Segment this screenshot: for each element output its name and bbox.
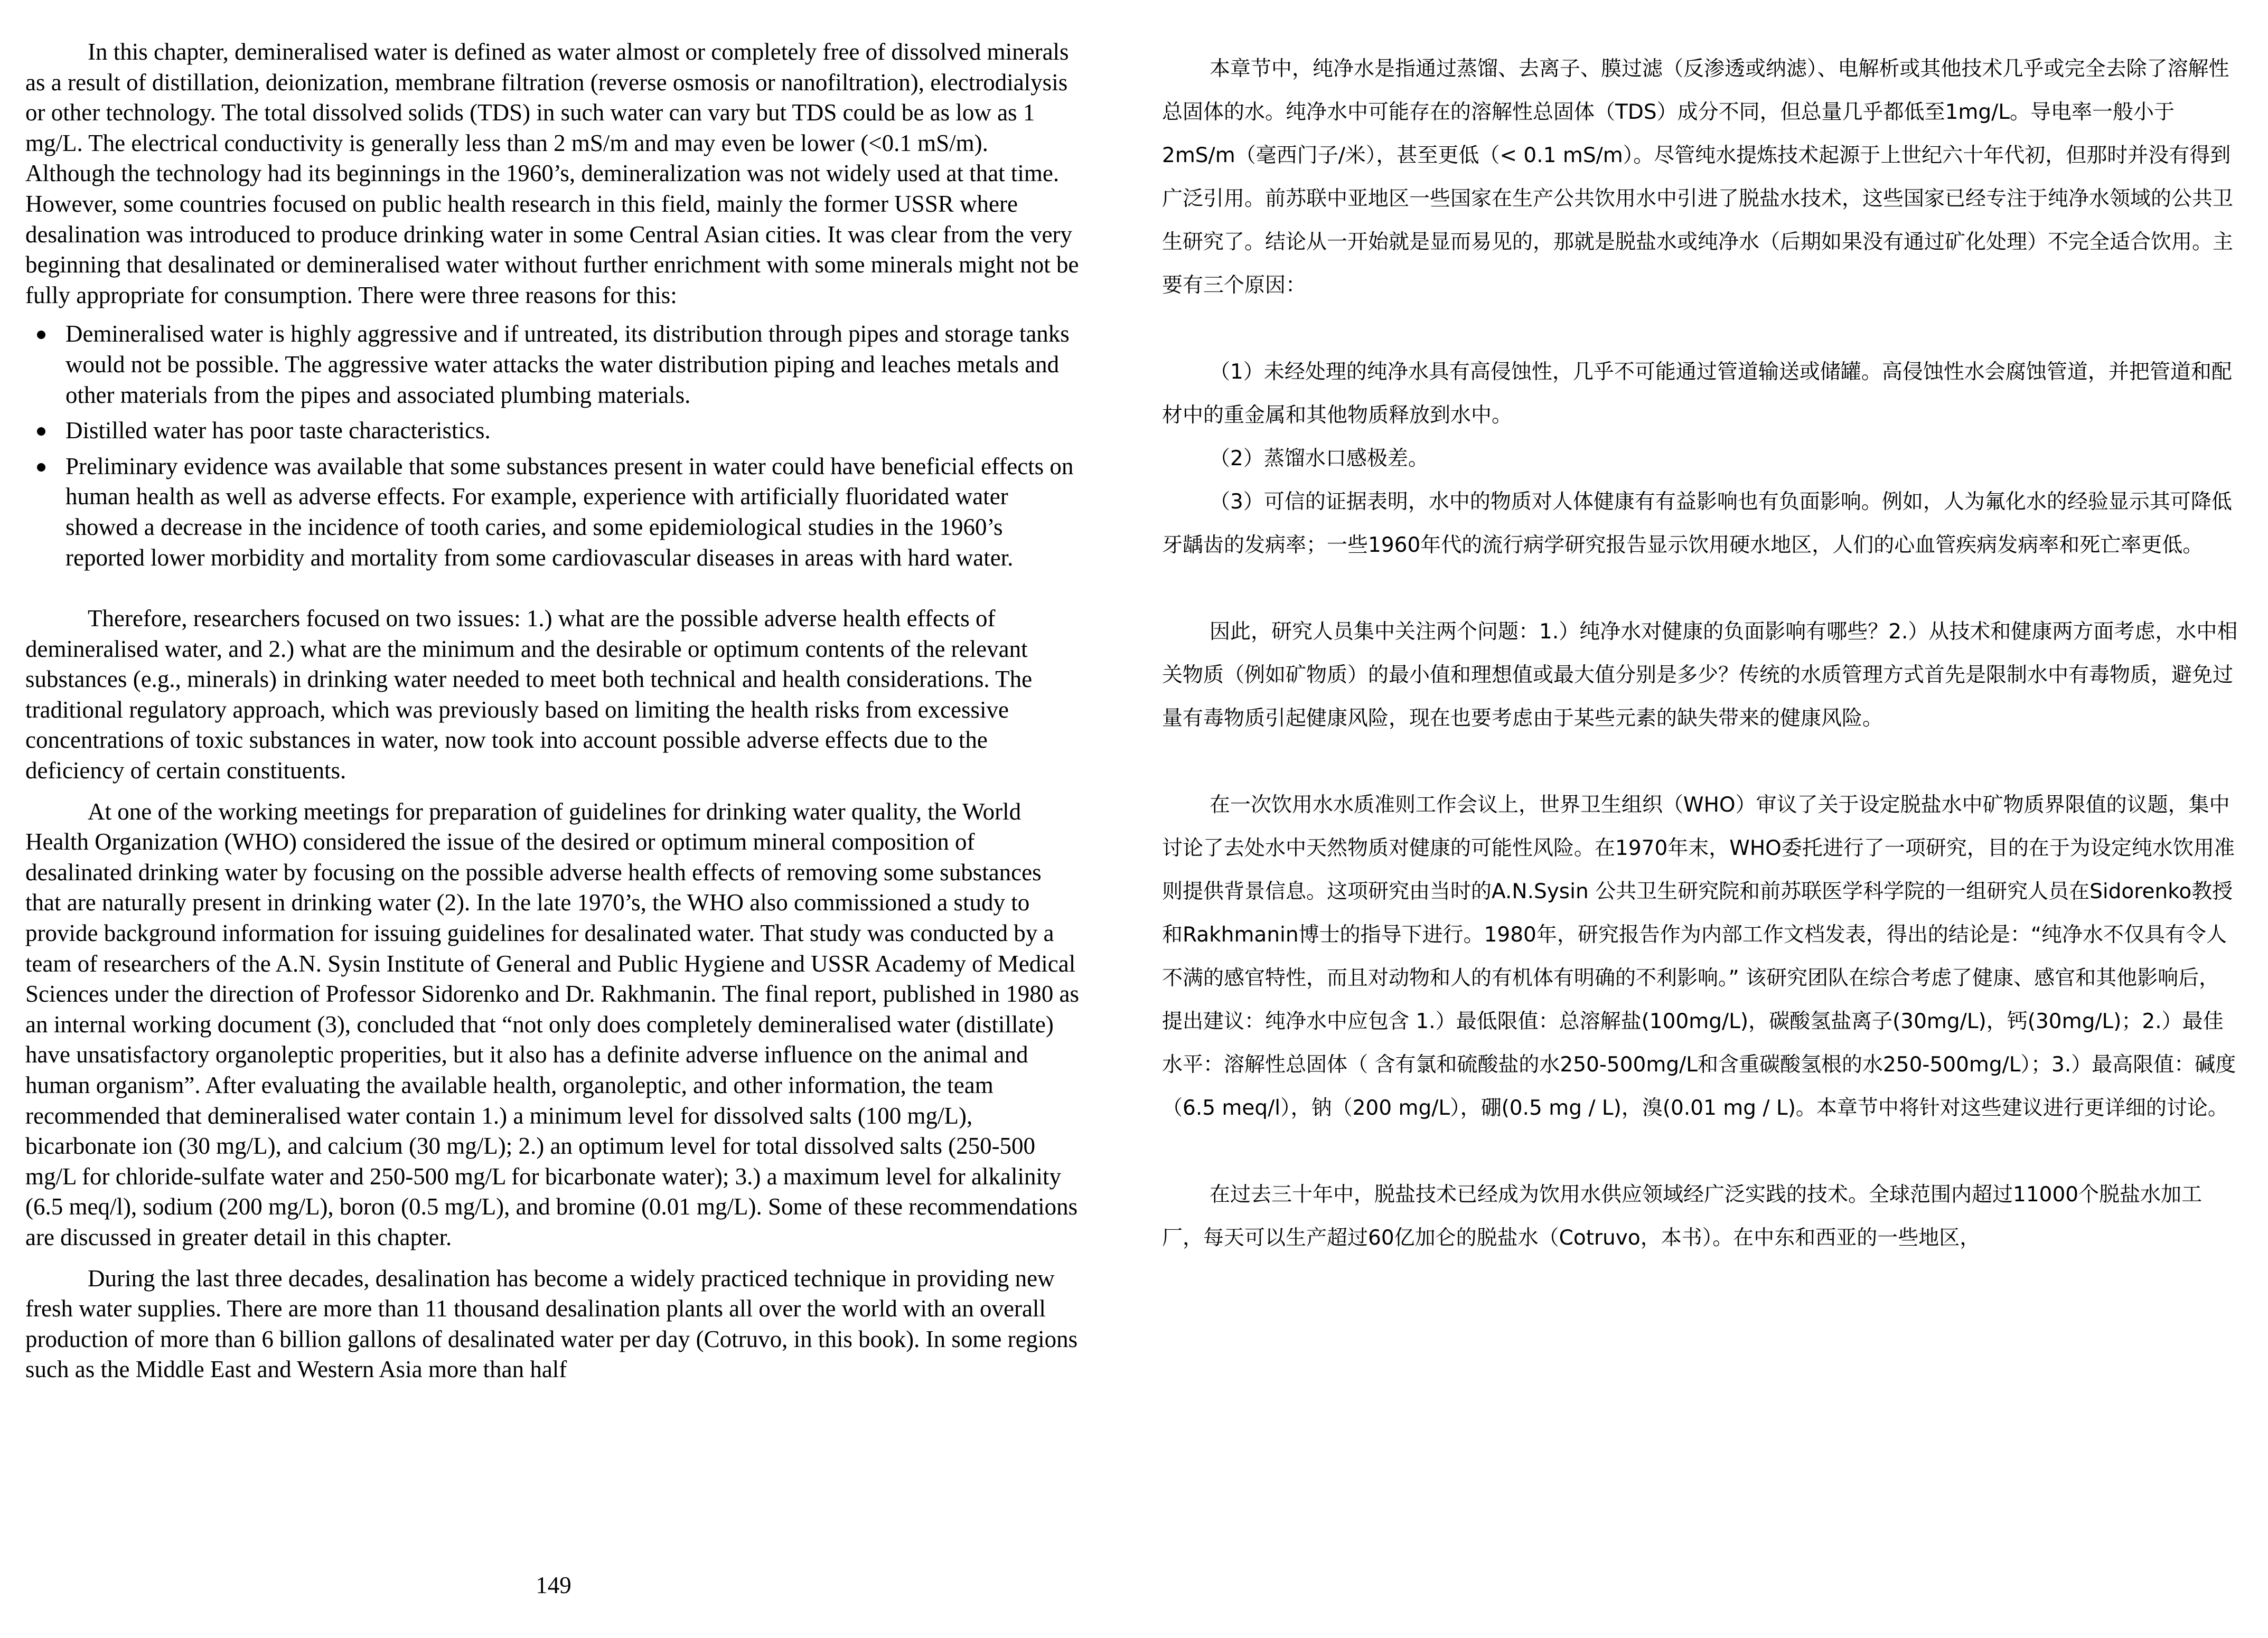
bullet-dot-icon [37,463,45,472]
chinese-paragraph-3: 在一次饮用水水质准则工作会议上，世界卫生组织（WHO）审议了关于设定脱盐水中矿物质界限值的议题，集中讨论了去处水中天然物质对健康的可能性风险。在1970年末，WHO委托进行了一项研究，目的在于为设定纯水饮用准则提供背景信息。这项研究由当时的A.N.Sysin 公共卫生研究院和前苏联医学科学院的一组研究人员在Sidorenko教授和Rakhmanin博士的指导下进行。1980年，研究报告作为内部工作文档发表，得出的结论是：“纯净水不仅具有令人不满的感官特性，而且对动物和人的有机体有明确的不利影响。” 该研究团队在综合考虑了健康、感官和其他影响后，提出建议：纯净水中应包含 1.）最低限值：总溶解盐(100mg/L)，碳酸氢盐离子(30mg/L)，钙(30mg/L)；2.）最佳水平：溶解性总固体（ 含有氯和硫酸盐的水250-500mg/L和含重碳酸氢根的水250-500mg/L）；3.）最高限值：碱度（6.5 meq/l），钠（200 mg/L），硼(0.5 mg / L)，溴(0.01 mg / L)。本章节中将针对这些建议进行更详细的讨论。 [1162,793,2236,1120]
bullet-text: Demineralised water is highly aggressive and if untreated, its distribution through pipes and storage tanks would not be possible. The aggressive water attacks the water distribution piping and leaches metals and other materials from the pipes and associated plumbing materials. [65,321,1070,408]
bullet-dot-icon [37,427,45,436]
bullet-text: Preliminary evidence was available that some substances present in water could have beneficial effects on human health as well as adverse effects. For example, experience with artificially fluoridated water showed a decrease in the incidence of tooth caries, and some epidemiological studies in the 1960’s reported lower morbidity and mortality from some cardiovascular diseases in areas with hard water. [65,453,1074,571]
bullet-dot-icon [37,331,45,339]
english-paragraph-4: During the last three decades, desalination has become a widely practiced technique in providing new fresh water supplies. There are more than 11 thousand desalination plants all over the world with an overall production of more than 6 billion gallons of desalinated water per day (Cotruvo, in this book). In some regions such as the Middle East and Western Asia more than half [25,1265,1078,1383]
chinese-reason-1: （1）未经处理的纯净水具有高侵蚀性，几乎不可能通过管道输送或储罐。高侵蚀性水会腐蚀管道，并把管道和配材中的重金属和其他物质释放到水中。 [1162,360,2232,427]
chinese-column [1162,48,2239,1260]
reasons-bullet-list [25,319,1082,573]
bullet-item [25,451,1082,573]
chinese-reason-2: （2）蒸馏水口感极差。 [1210,447,1429,470]
bullet-item [25,319,1082,410]
bullet-item [25,416,1082,446]
chinese-paragraph-1: 本章节中，纯净水是指通过蒸馏、去离子、膜过滤（反渗透或纳滤）、电解析或其他技术几乎或完全去除了溶解性总固体的水。纯净水中可能存在的溶解性总固体（TDS）成分不同，但总量几乎都低至1mg/L。导电率一般小于2mS/m（毫西门子/米），甚至更低（< 0.1 mS/m）。尽管纯水提炼技术起源于上世纪六十年代初，但那时并没有得到广泛引用。前苏联中亚地区一些国家在生产公共饮用水中引进了脱盐水技术，这些国家已经专注于纯净水领域的公共卫生研究了。结论从一开始就是显而易见的，那就是脱盐水或纯净水（后期如果没有通过矿化处理）不完全适合饮用。主要有三个原因： [1162,57,2234,297]
english-paragraph-1: In this chapter, demineralised water is defined as water almost or completely free of dissolved minerals as a result of distillation, deionization, membrane filtration (reverse osmosis or nanofiltration), electrodialysis or other technology. The total dissolved solids (TDS) in such water can vary but TDS could be as low as 1 mg/L. The electrical conductivity is generally less than 2 mS/m and may even be lower (<0.1 mS/m). Although the technology had its beginnings in the 1960’s, demineralization was not widely used at that time. However, some countries focused on public health research in this field, mainly the former USSR where desalination was introduced to produce drinking water in some Central Asian cities. It was clear from the very beginning that desalinated or demineralised water without further enrichment with some minerals might not be fully appropriate for consumption. There were three reasons for this: [25,39,1079,308]
english-paragraph-2: Therefore, researchers focused on two issues: 1.) what are the possible adverse health effects of demineralised water, and 2.) what are the minimum and the desirable or optimum contents of the relevant substances (e.g., minerals) in drinking water needed to meet both technical and health considerations. The traditional regulatory approach, which was previously based on limiting the health risks from excessive concentrations of toxic substances in water, now took into account possible adverse effects due to the deficiency of certain constituents. [25,605,1033,784]
page-number: 149 [536,1572,571,1598]
english-column [25,37,1082,1385]
english-paragraph-3: At one of the working meetings for preparation of guidelines for drinking water quality, the World Health Organization (WHO) considered the issue of the desired or optimum mineral composition of desalinated drinking water by focusing on the possible adverse health effects of removing some substances that are naturally present in drinking water (2). In the late 1970’s, the WHO also commissioned a study to provide background information for issuing guidelines for desalinated water. That study was conducted by a team of researchers of the A.N. Sysin Institute of General and Public Hygiene and USSR Academy of Medical Sciences under the direction of Professor Sidorenko and Dr. Rakhmanin. The final report, published in 1980 as an internal working document (3), concluded that “not only does completely demineralised water (distillate) have unsatisfactory organoleptic properities, but it also has a definite adverse influence on the animal and human organism”. After evaluating the available health, organoleptic, and other information, the team recommended that demineralised water contain 1.) a minimum level for dissolved salts (100 mg/L), bicarbonate ion (30 mg/L), and calcium (30 mg/L); 2.) an optimum level for total dissolved salts (250-500 mg/L for chloride-sulfate water and 250-500 mg/L for bicarbonate water); 3.) a maximum level for alkalinity (6.5 meq/l), sodium (200 mg/L), boron (0.5 mg/L), and bromine (0.01 mg/L). Some of these recommendations are discussed in greater detail in this chapter. [25,798,1079,1250]
chinese-reason-3: （3）可信的证据表明，水中的物质对人体健康有有益影响也有负面影响。例如，人为氟化水的经验显示其可降低牙龋齿的发病率；一些1960年代的流行病学研究报告显示饮用硬水地区，人们的心血管疾病发病率和死亡率更低。 [1162,490,2232,557]
chinese-paragraph-2: 因此，研究人员集中关注两个问题：1.）纯净水对健康的负面影响有哪些？2.）从技术和健康两方面考虑，水中相关物质（例如矿物质）的最小值和理想值或最大值分别是多少？传统的水质管理方式首先是限制水中有毒物质，避免过量有毒物质引起健康风险，现在也要考虑由于某些元素的缺失带来的健康风险。 [1162,620,2238,730]
chinese-paragraph-4: 在过去三十年中，脱盐技术已经成为饮用水供应领域经广泛实践的技术。全球范围内超过11000个脱盐水加工厂，每天可以生产超过60亿加仑的脱盐水（Cotruvo，本书）。在中东和西亚的一些地区， [1162,1183,2203,1250]
bullet-text: Distilled water has poor taste characteristics. [65,417,491,444]
